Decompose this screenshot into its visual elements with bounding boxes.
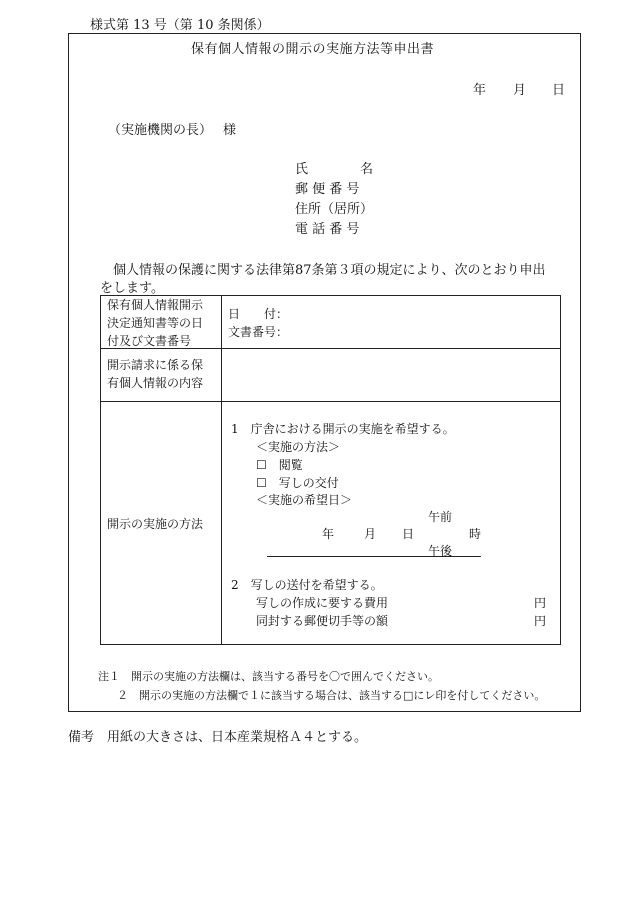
view-checkbox[interactable]: ☐ 閲覧 — [256, 458, 303, 472]
addressee-honorific: 様 — [223, 123, 237, 138]
row1-date-field[interactable]: 日 付： — [228, 307, 289, 321]
date-heading: ＜実施の希望日＞ — [256, 493, 353, 507]
wish-time: 時 — [469, 527, 482, 541]
date-day: 日 — [552, 83, 566, 98]
row1-label: 保有個人情報開示 決定通知書等の日 付及び文書番号 — [107, 298, 204, 348]
date-month: 月 — [513, 83, 527, 98]
postage-label: 同封する郵便切手等の額 — [256, 614, 389, 628]
form-title: 保有個人情報の開示の実施方法等申出書 — [191, 42, 435, 57]
applicant-phone-label: 電 話 番 号 — [295, 222, 360, 237]
copy-checkbox[interactable]: ☐ 写しの交付 — [256, 476, 339, 490]
pm-label[interactable]: 午後 — [428, 544, 453, 558]
form-number: 様式第 13 号（第 10 条関係） — [90, 18, 270, 33]
note-1: 注１ 開示の実施の方法欄は、該当する番号を〇で囲んでください。 — [98, 670, 439, 683]
request-table — [100, 295, 561, 645]
intro-line-1: 個人情報の保護に関する法律第87条第３項の規定により、次のとおり申出 — [100, 263, 546, 278]
wish-year: 年 — [322, 527, 335, 541]
wish-day: 日 — [402, 527, 415, 541]
option-1-text[interactable]: 1 庁舎における開示の実施を希望する。 — [231, 422, 455, 436]
copy-cost-label: 写しの作成に要する費用 — [256, 596, 389, 610]
row3-label: 開示の実施の方法 — [107, 517, 204, 531]
addressee-org: （実施機関の長） — [108, 123, 213, 138]
note-2: ２ 開示の実施の方法欄で１に該当する場合は、該当する□にレ印を付してください。 — [117, 689, 546, 702]
remark: 備考 用紙の大きさは、日本産業規格Ａ４とする。 — [68, 730, 368, 745]
date-year: 年 — [473, 83, 487, 98]
am-label[interactable]: 午前 — [428, 510, 453, 524]
intro-line-2: をします。 — [100, 281, 164, 296]
row2-label: 開示請求に係る保 有個人情報の内容 — [107, 358, 204, 390]
row2-content-field[interactable] — [223, 350, 559, 400]
wish-month: 月 — [364, 527, 377, 541]
option-2-text[interactable]: 2 写しの送付を希望する。 — [231, 578, 383, 592]
method-heading: ＜実施の方法＞ — [256, 440, 341, 454]
table-row-divider-2 — [101, 401, 560, 402]
row1-docno-field[interactable]: 文書番号： — [228, 325, 289, 339]
postage-yen: 円 — [534, 614, 547, 628]
applicant-postal-label: 郵 便 番 号 — [295, 182, 360, 197]
copy-cost-yen: 円 — [534, 596, 547, 610]
applicant-address-label: 住所（居所） — [295, 202, 374, 217]
applicant-name-label: 氏 名 — [295, 162, 374, 177]
